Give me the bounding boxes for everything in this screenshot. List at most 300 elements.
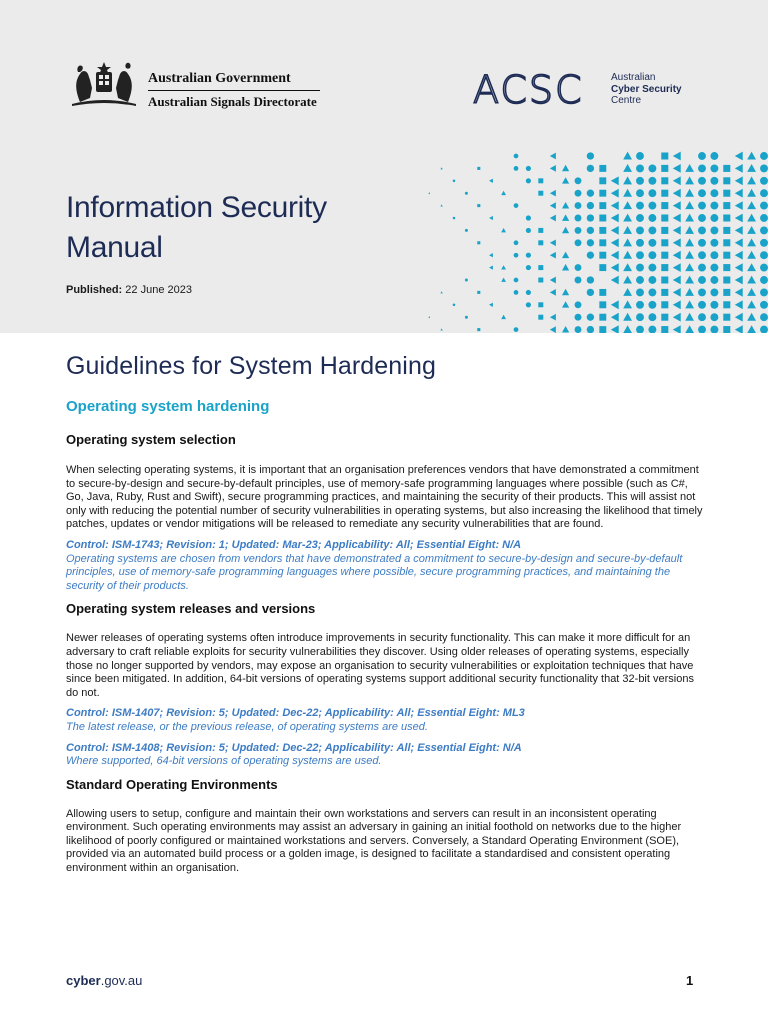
pattern-shape	[723, 214, 730, 221]
pattern-shape	[685, 201, 694, 209]
pattern-shape	[575, 264, 582, 271]
pattern-shape	[501, 315, 506, 319]
pattern-shape	[501, 191, 506, 195]
pattern-shape	[735, 214, 743, 223]
pattern-shape	[465, 192, 468, 195]
pattern-shape	[698, 313, 706, 321]
pattern-shape	[747, 201, 756, 209]
control-text: The latest release, or the previous release, of operating systems are used.	[66, 720, 428, 733]
pattern-shape	[587, 227, 594, 234]
pattern-shape	[599, 252, 606, 259]
pattern-shape	[747, 288, 756, 296]
pattern-shape	[562, 326, 569, 332]
control-heading: Control: ISM-1407; Revision: 5; Updated: Dec-22; Applicability: All; Essential Eight: ML3	[66, 707, 525, 720]
acsc-wordmark-text: ACSC	[473, 71, 584, 107]
pattern-shape	[550, 289, 556, 296]
pattern-shape	[710, 239, 718, 247]
pattern-shape	[735, 300, 743, 309]
control-heading: Control: ISM-1408; Revision: 5; Updated: Dec-22; Applicability: All; Essential Eight: N/A	[66, 741, 522, 754]
pattern-shape	[599, 301, 606, 308]
title-line-2: Manual	[66, 231, 163, 264]
pattern-shape	[575, 277, 582, 284]
pattern-shape	[587, 202, 594, 209]
pattern-shape	[611, 276, 619, 285]
agency-name: Australian Signals Directorate	[148, 94, 317, 109]
pattern-shape	[599, 264, 606, 271]
pattern-shape	[636, 189, 644, 197]
pattern-shape	[698, 276, 706, 284]
decorative-shape-pattern	[386, 150, 768, 333]
pattern-shape	[562, 301, 569, 307]
pattern-shape	[685, 214, 694, 222]
pattern-shape	[526, 228, 531, 233]
pattern-shape	[710, 276, 718, 284]
pattern-shape	[685, 226, 694, 234]
pattern-shape	[611, 251, 619, 260]
pattern-shape	[550, 326, 556, 333]
pattern-shape	[538, 278, 543, 283]
pattern-shape	[710, 288, 718, 296]
pattern-shape	[514, 290, 519, 295]
pattern-shape	[723, 202, 730, 209]
pattern-shape	[599, 177, 606, 184]
pattern-shape	[550, 215, 556, 222]
pattern-shape	[575, 227, 582, 234]
pattern-shape	[747, 263, 756, 271]
pattern-shape	[636, 164, 644, 172]
pattern-shape	[428, 192, 430, 194]
pattern-shape	[698, 288, 706, 296]
pattern-shape	[477, 204, 480, 207]
cover-header	[0, 0, 768, 333]
pattern-shape	[648, 226, 656, 234]
pattern-shape	[747, 276, 756, 284]
pattern-shape	[538, 191, 543, 196]
pattern-shape	[723, 289, 730, 296]
pattern-shape	[587, 214, 594, 221]
pattern-shape	[648, 288, 656, 296]
pattern-shape	[465, 229, 468, 232]
pattern-shape	[623, 276, 632, 284]
pattern-shape	[440, 204, 442, 206]
pattern-shape	[735, 263, 743, 272]
control-block	[66, 539, 706, 593]
pattern-shape	[623, 201, 632, 209]
page-number: 1	[686, 973, 694, 988]
pattern-shape	[710, 177, 718, 185]
pattern-shape	[587, 314, 594, 321]
pattern-shape	[760, 239, 768, 247]
pattern-shape	[661, 177, 668, 184]
pattern-shape	[710, 226, 718, 234]
pattern-shape	[698, 239, 706, 247]
pattern-shape	[723, 239, 730, 246]
pattern-shape	[698, 189, 706, 197]
pattern-shape	[611, 189, 619, 198]
footer-site-bold: cyber	[66, 973, 101, 988]
pattern-shape	[698, 251, 706, 259]
pattern-shape	[735, 276, 743, 285]
coat-of-arms-icon	[66, 58, 142, 108]
pattern-shape	[538, 240, 543, 245]
pattern-shape	[611, 201, 619, 210]
pattern-shape	[514, 154, 519, 159]
pattern-shape	[723, 190, 730, 197]
pattern-shape	[514, 166, 519, 171]
pattern-shape	[735, 313, 743, 322]
pattern-shape	[538, 228, 543, 233]
pattern-shape	[587, 190, 594, 197]
pattern-shape	[440, 291, 442, 293]
pattern-shape	[661, 301, 668, 308]
pattern-shape	[698, 214, 706, 222]
pattern-shape	[673, 189, 681, 198]
pattern-shape	[526, 265, 531, 270]
pattern-shape	[710, 326, 718, 333]
pattern-shape	[453, 304, 456, 307]
pattern-shape	[428, 316, 430, 318]
pattern-shape	[673, 214, 681, 223]
pattern-shape	[489, 303, 493, 307]
pattern-shape	[661, 239, 668, 246]
pattern-shape	[636, 264, 644, 272]
pattern-shape	[760, 313, 768, 321]
pattern-shape	[685, 325, 694, 333]
pattern-shape	[735, 201, 743, 210]
pattern-shape	[710, 214, 718, 222]
pattern-shape	[673, 201, 681, 210]
pattern-shape	[587, 326, 594, 333]
pattern-shape	[623, 176, 632, 184]
pattern-shape	[550, 202, 556, 209]
section-title: Guidelines for System Hardening	[66, 352, 436, 380]
pattern-shape	[735, 226, 743, 235]
pattern-shape	[514, 327, 519, 332]
pattern-shape	[477, 167, 480, 170]
pattern-shape	[648, 164, 656, 172]
pattern-shape	[661, 165, 668, 172]
pattern-shape	[501, 278, 506, 282]
pattern-shape	[611, 325, 619, 333]
pattern-shape	[685, 189, 694, 197]
section-paragraph: Allowing users to setup, configure and maintain their own workstations and servers can result in an inconsistent operating environment. Such operating environments may assist an adversary in gaining an initial foothold on networks due to the higher likelihood of poorly configured or maintained workstations and servers. Conversely, a Standard Operating Environment (SOE), provided via an automated build process or a golden image, is designed to facilitate a standardised and consistent operating environment within an organisation.	[66, 807, 682, 875]
footer-website	[66, 973, 142, 988]
pattern-shape	[562, 289, 569, 295]
pattern-shape	[538, 178, 543, 183]
pattern-shape	[575, 202, 582, 209]
pattern-shape	[623, 214, 632, 222]
section-os-releases	[66, 600, 706, 768]
pattern-shape	[575, 301, 582, 308]
pattern-shape	[587, 276, 594, 283]
pattern-shape	[599, 215, 606, 222]
pattern-shape	[636, 177, 644, 185]
pattern-shape	[747, 238, 756, 246]
pattern-shape	[599, 239, 606, 246]
pattern-shape	[747, 300, 756, 308]
published-label: Published:	[66, 284, 123, 296]
pattern-shape	[514, 253, 519, 258]
pattern-shape	[723, 326, 730, 333]
pattern-shape	[550, 153, 556, 160]
pattern-shape	[723, 301, 730, 308]
pattern-shape	[636, 202, 644, 210]
pattern-shape	[514, 240, 519, 245]
pattern-shape	[735, 164, 743, 173]
gov-name: Australian Government	[148, 70, 320, 91]
pattern-shape	[550, 190, 556, 197]
pattern-shape	[636, 326, 644, 333]
pattern-shape	[661, 190, 668, 197]
pattern-shape	[648, 251, 656, 259]
pattern-shape	[698, 202, 706, 210]
pattern-shape	[611, 226, 619, 235]
pattern-shape	[747, 152, 756, 160]
pattern-shape	[636, 251, 644, 259]
published-value: 22 June 2023	[125, 284, 192, 296]
pattern-shape	[760, 276, 768, 284]
pattern-shape	[673, 325, 681, 333]
pattern-shape	[599, 227, 606, 234]
pattern-shape	[538, 302, 543, 307]
pattern-shape	[698, 226, 706, 234]
pattern-shape	[587, 152, 594, 159]
pattern-shape	[526, 302, 531, 307]
pattern-shape	[636, 226, 644, 234]
pattern-shape	[723, 264, 730, 271]
pattern-shape	[760, 202, 768, 210]
pattern-shape	[673, 288, 681, 297]
pattern-shape	[710, 313, 718, 321]
pattern-shape	[747, 189, 756, 197]
pattern-shape	[623, 313, 632, 321]
pattern-shape	[735, 251, 743, 260]
pattern-shape	[723, 314, 730, 321]
pattern-shape	[599, 314, 606, 321]
pattern-shape	[538, 265, 543, 270]
pattern-shape	[623, 251, 632, 259]
pattern-shape	[623, 189, 632, 197]
pattern-shape	[661, 152, 668, 159]
pattern-shape	[661, 202, 668, 209]
pattern-shape	[623, 325, 632, 333]
pattern-shape	[599, 326, 606, 333]
acsc-line-1: Australian	[611, 72, 656, 83]
pattern-shape	[623, 152, 632, 160]
pattern-shape	[562, 264, 569, 270]
pattern-shape	[698, 301, 706, 309]
pattern-shape	[477, 241, 480, 244]
pattern-shape	[587, 252, 594, 259]
published-date	[66, 284, 192, 296]
pattern-shape	[710, 189, 718, 197]
pattern-shape	[710, 152, 718, 160]
pattern-shape	[747, 325, 756, 333]
section-heading: Standard Operating Environments	[66, 776, 278, 792]
pattern-shape	[685, 288, 694, 296]
pattern-shape	[599, 165, 606, 172]
pattern-shape	[636, 276, 644, 284]
pattern-shape	[489, 179, 493, 183]
pattern-shape	[611, 300, 619, 309]
pattern-shape	[710, 164, 718, 172]
pattern-shape	[575, 239, 582, 246]
pattern-shape	[710, 251, 718, 259]
pattern-shape	[735, 152, 743, 161]
pattern-shape	[611, 263, 619, 272]
pattern-shape	[477, 291, 480, 294]
pattern-shape	[611, 238, 619, 247]
pattern-shape	[575, 314, 582, 321]
pattern-shape	[648, 326, 656, 333]
pattern-shape	[648, 301, 656, 309]
pattern-shape	[747, 214, 756, 222]
pattern-shape	[661, 314, 668, 321]
pattern-shape	[685, 276, 694, 284]
pattern-shape	[698, 152, 706, 160]
pattern-shape	[587, 289, 594, 296]
control-text: Where supported, 64-bit versions of operating systems are used.	[66, 755, 382, 768]
acsc-wordmark	[473, 71, 603, 107]
pattern-shape	[623, 164, 632, 172]
pattern-shape	[747, 226, 756, 234]
pattern-shape	[562, 252, 569, 258]
pattern-shape	[747, 164, 756, 172]
pattern-shape	[526, 253, 531, 258]
pattern-shape	[465, 316, 468, 319]
pattern-shape	[698, 326, 706, 333]
section-paragraph: When selecting operating systems, it is important that an organisation preferences vendors that have demonstrated a commitment to secure-by-design and secure-by-default principles, use of memory-safe programming languages where possible (such as C#, Go, Java, Ruby, Rust and Swift), secure programming practices, and maintaining the security of their products. This will assist not only with reducing the potential number of security vulnerabilities in operating systems, but also increasing the likelihood that timely patches, updates or vendor mitigations will be released to remediate any security vulnerabilities that are found.	[66, 464, 703, 531]
pattern-shape	[760, 189, 768, 197]
pattern-shape	[723, 276, 730, 283]
pattern-shape	[453, 217, 456, 220]
pattern-shape	[760, 152, 768, 160]
section-soe	[66, 776, 706, 876]
pattern-shape	[723, 177, 730, 184]
acsc-name	[611, 72, 721, 107]
pattern-shape	[685, 300, 694, 308]
pattern-shape	[673, 176, 681, 185]
pattern-shape	[673, 300, 681, 309]
pattern-shape	[673, 238, 681, 247]
pattern-shape	[735, 238, 743, 247]
pattern-shape	[611, 214, 619, 223]
pattern-shape	[710, 264, 718, 272]
pattern-shape	[489, 265, 493, 269]
pattern-shape	[648, 189, 656, 197]
pattern-shape	[723, 252, 730, 259]
pattern-shape	[673, 313, 681, 322]
pattern-shape	[685, 313, 694, 321]
pattern-shape	[661, 252, 668, 259]
government-wordmark	[148, 70, 320, 110]
pattern-shape	[747, 313, 756, 321]
pattern-shape	[747, 176, 756, 184]
pattern-shape	[623, 226, 632, 234]
pattern-shape	[648, 276, 656, 284]
pattern-shape	[453, 180, 456, 183]
pattern-shape	[648, 214, 656, 222]
footer-site-rest: .gov.au	[100, 973, 143, 988]
pattern-shape	[636, 214, 644, 222]
pattern-shape	[526, 290, 531, 295]
pattern-shape	[636, 288, 644, 296]
pattern-shape	[760, 288, 768, 296]
pattern-shape	[648, 239, 656, 247]
pattern-shape	[623, 288, 632, 296]
pattern-shape	[550, 314, 556, 321]
pattern-shape	[575, 190, 582, 197]
pattern-shape	[440, 167, 442, 169]
control-heading: Control: ISM-1743; Revision: 1; Updated: Mar-23; Applicability: All; Essential Eight: N/A	[66, 538, 522, 551]
pattern-shape	[440, 328, 442, 330]
pattern-shape	[661, 326, 668, 333]
pattern-shape	[735, 325, 743, 333]
acsc-line-2: Cyber Security	[611, 83, 682, 95]
pattern-shape	[661, 227, 668, 234]
pattern-shape	[760, 164, 768, 172]
pattern-shape	[514, 278, 519, 283]
pattern-shape	[661, 264, 668, 271]
control-block	[66, 707, 706, 734]
pattern-shape	[735, 288, 743, 297]
pattern-shape	[465, 278, 468, 281]
acsc-line-3: Centre	[611, 95, 642, 106]
pattern-shape	[550, 239, 556, 246]
pattern-shape	[661, 214, 668, 221]
pattern-shape	[501, 265, 506, 269]
pattern-shape	[636, 152, 644, 160]
pattern-shape	[760, 177, 768, 185]
pattern-shape	[760, 264, 768, 272]
pattern-shape	[575, 177, 582, 184]
document-body	[66, 348, 706, 876]
pattern-shape	[673, 276, 681, 285]
pattern-shape	[562, 177, 569, 183]
pattern-shape	[760, 301, 768, 309]
control-block	[66, 742, 706, 769]
pattern-shape	[636, 239, 644, 247]
pattern-shape	[611, 313, 619, 322]
pattern-shape	[562, 227, 569, 233]
pattern-shape	[514, 203, 519, 208]
pattern-shape	[723, 165, 730, 172]
pattern-shape	[599, 289, 606, 296]
pattern-shape	[723, 227, 730, 234]
pattern-shape	[648, 313, 656, 321]
pattern-shape	[735, 189, 743, 198]
pattern-shape	[673, 263, 681, 272]
pattern-shape	[760, 326, 768, 333]
pattern-shape	[710, 301, 718, 309]
pattern-shape	[760, 226, 768, 234]
pattern-shape	[526, 166, 531, 171]
pattern-shape	[550, 252, 556, 259]
title-line-1: Information Security	[66, 191, 327, 224]
pattern-shape	[538, 315, 543, 320]
pattern-shape	[501, 228, 506, 232]
pattern-shape	[661, 289, 668, 296]
pattern-shape	[623, 300, 632, 308]
pattern-shape	[575, 326, 582, 333]
section-paragraph: Newer releases of operating systems often introduce improvements in security functionality. This can make it more difficult for an adversary to craft reliable exploits for security vulnerabilities they discover. Using older releases of operating systems, especially those no longer supported by vendors, may expose an organisation to security vulnerabilities or exploitation techniques that have since been mitigated. In addition, 64-bit versions of operating systems support additional security functionality that 32-bit versions do not.	[66, 632, 694, 699]
pattern-shape	[489, 253, 493, 257]
pattern-shape	[611, 176, 619, 185]
pattern-shape	[747, 251, 756, 259]
pattern-shape	[587, 165, 594, 172]
pattern-shape	[673, 226, 681, 235]
subsection-title: Operating system hardening	[66, 398, 270, 415]
